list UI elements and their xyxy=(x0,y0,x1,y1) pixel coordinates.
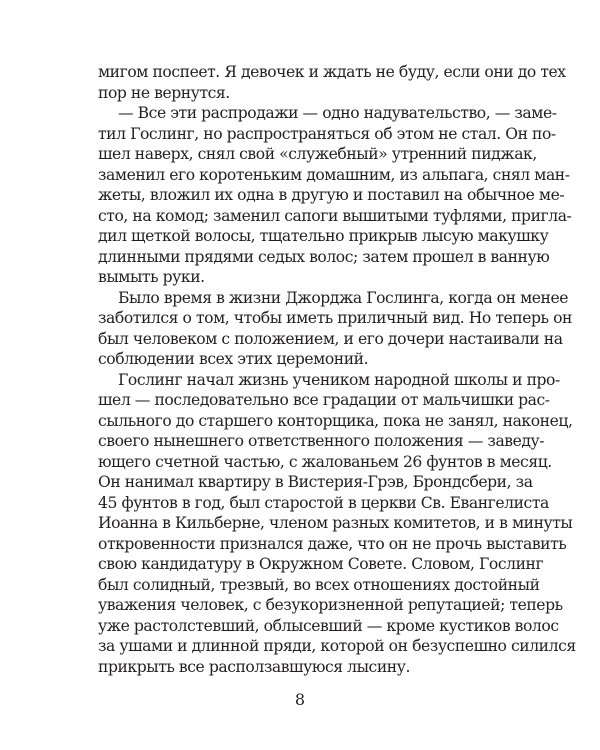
text-line: своего нынешнего ответственного положения — заведу- xyxy=(98,432,545,450)
page-number: 8 xyxy=(294,690,306,709)
text-line: уважения человек, с безукоризненной репутацией; теперь xyxy=(98,596,563,614)
text-line: шел наверх, снял свой «служебный» утренний пиджак, xyxy=(98,145,537,163)
text-line: Он нанимал квартиру в Вистерия-Грэв, Брондсбери, за xyxy=(98,473,533,491)
text-line: откровенности признался даже, что он не прочь выставить xyxy=(98,534,567,553)
text-line: Гослинг начал жизнь учеником народной школы и про- xyxy=(118,370,560,389)
text-line: был солидный, трезвый, во всех отношениях достойный xyxy=(98,575,540,594)
text-line: сто, на комод; заменил сапоги вышитыми туфлями, пригла- xyxy=(98,206,572,225)
text-line: — Все эти распродажи — одно надувательство, — заме- xyxy=(118,104,557,122)
text-line: 45 фунтов в год, был старостой в церкви Св. Евангелиста xyxy=(98,493,549,512)
text-line: дил щеткой волосы, тщательно прикрыв лысую макушку xyxy=(98,227,549,245)
text-line: мигом поспеет. Я девочек и ждать не буду, если они до тех xyxy=(98,63,566,81)
text-line: ющего счетной частью, с жалованьем 26 фунтов в месяц. xyxy=(98,452,552,471)
text-line: заботился о том, чтобы иметь приличный вид. Но теперь он xyxy=(98,309,572,327)
text-line: свою кандидатуру в Окружном Совете. Словом, Гослинг xyxy=(98,555,544,573)
text-line: сыльного до старшего конторщика, пока не занял, наконец, xyxy=(98,411,573,430)
text-line: шел — последовательно все градации от мальчишки рас- xyxy=(98,391,550,409)
text-line: за ушами и длинной пряди, которой он безуспешно силился xyxy=(98,637,576,655)
text-line: уже растолстевший, облысевший — кроме кустиков волос xyxy=(98,616,559,635)
text-line: длинными прядями седых волос; затем прошел в ванную xyxy=(98,247,550,266)
text-line: пор не вернутся. xyxy=(98,83,230,102)
text-line: Иоанна в Кильберне, членом разных комитетов, и в минуты xyxy=(98,514,573,532)
text-line: соблюдении всех этих церемоний. xyxy=(98,350,369,368)
text-line: был человеком с положением, и его дочери настаивали на xyxy=(98,329,563,348)
text-line: заменил его коротеньким домашним, из альпага, снял ман- xyxy=(98,165,570,184)
text-line: Было время в жизни Джорджа Гослинга, когда он менее xyxy=(118,288,569,307)
text-line: прикрыть все расползавшуюся лысину. xyxy=(98,657,410,676)
text-line: жеты, вложил их одна в другую и поставил на обычное ме- xyxy=(98,186,565,204)
text-line: вымыть руки. xyxy=(98,268,205,286)
text-line: тил Гослинг, но распространяться об этом не стал. Он по- xyxy=(98,124,556,143)
